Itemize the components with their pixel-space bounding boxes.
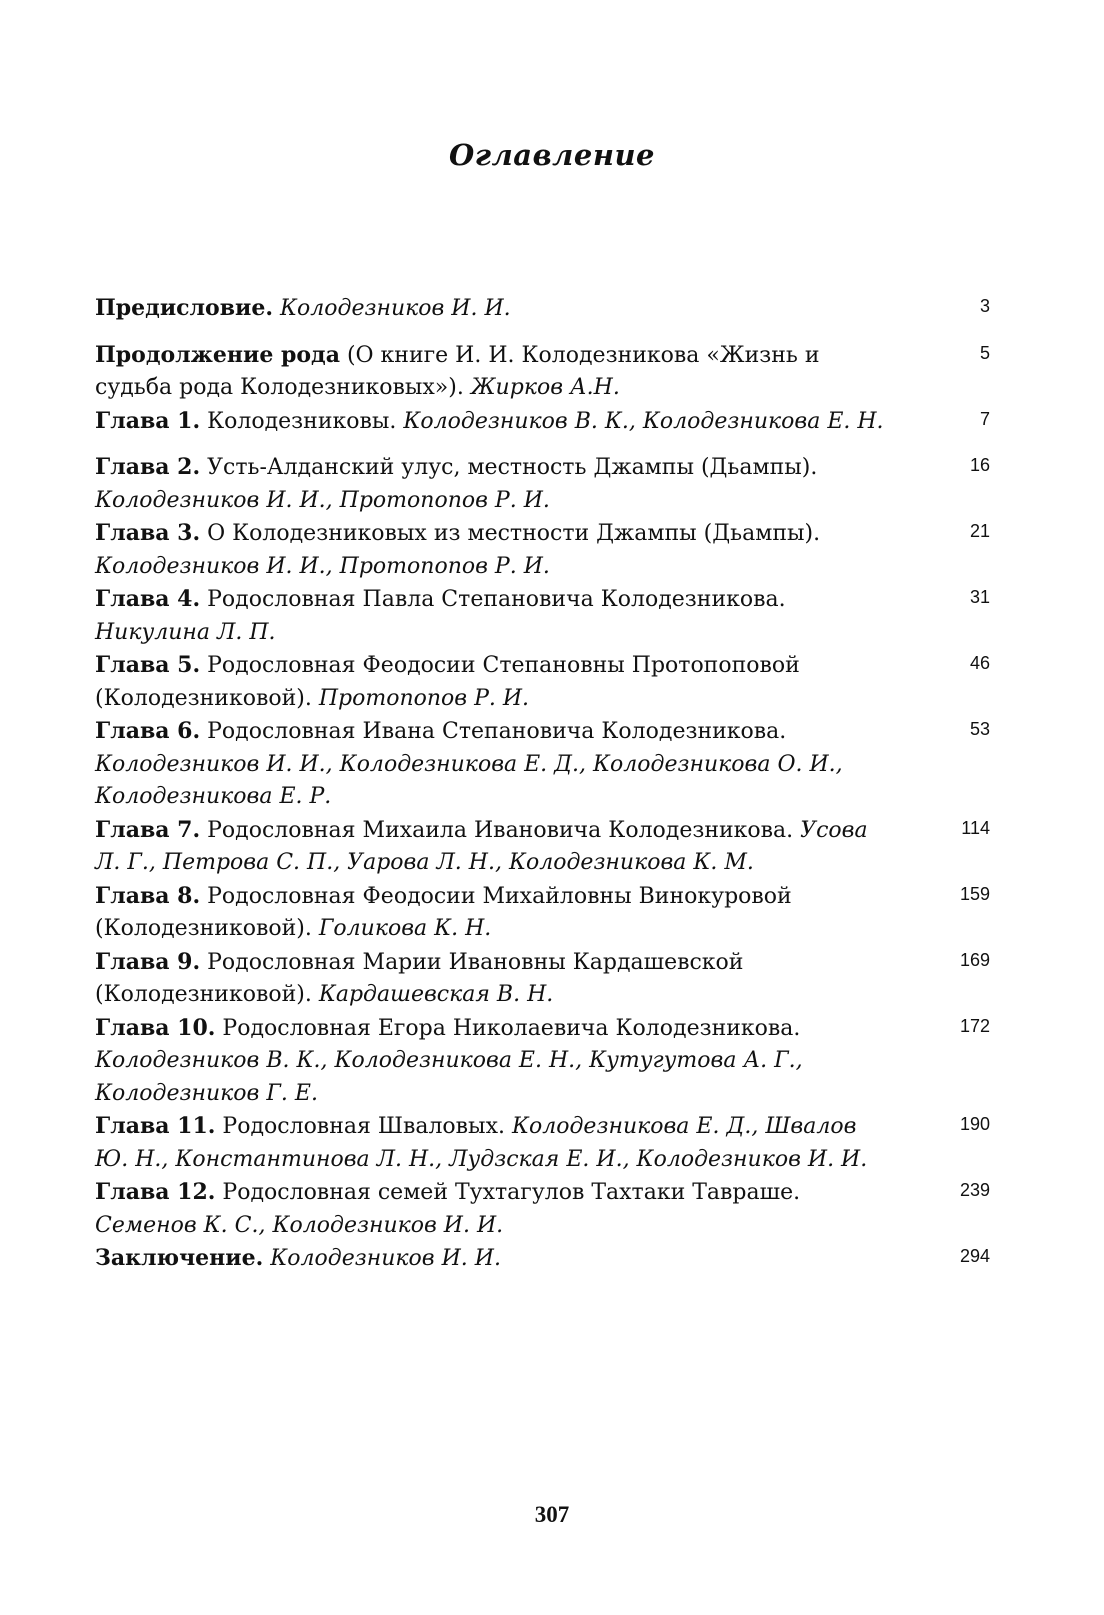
toc-entry-page: 3 bbox=[979, 296, 990, 316]
toc-entry-text bbox=[95, 1012, 895, 1111]
toc-entry-text bbox=[95, 1242, 895, 1276]
toc-entry-label: Предисловие. bbox=[95, 295, 273, 321]
toc-entry-label: Глава 5. bbox=[95, 652, 201, 678]
toc-entry-title: Родословная Шваловых. bbox=[215, 1114, 512, 1139]
page-number: 307 bbox=[534, 1502, 570, 1527]
toc-entry-text bbox=[95, 292, 895, 326]
toc-entry-label: Глава 8. bbox=[95, 882, 201, 909]
toc-entry-continuation bbox=[95, 339, 990, 405]
toc-entry-label: Глава 6. bbox=[95, 718, 201, 744]
toc-entry-authors: Протопопов Р. И. bbox=[318, 685, 530, 711]
toc-entry-title: Родословная Феодосии Степановны Протопоповой (Колодезниковой). bbox=[95, 653, 800, 711]
toc-entry-text bbox=[95, 946, 895, 1012]
toc-entry-text bbox=[95, 583, 895, 649]
toc-entry-text bbox=[95, 814, 895, 880]
toc-entry-text bbox=[95, 405, 895, 439]
toc-entry-chapter-9 bbox=[95, 946, 990, 1012]
toc-entry-title: Усть-Алданский улус, местность Джампы (Дьампы). bbox=[200, 455, 818, 480]
toc-entry-label: Глава 7. bbox=[95, 816, 201, 843]
toc-entry-title: Родословная Марии Ивановны Кардашевской (Колодезниковой). bbox=[95, 949, 744, 1007]
toc-entry-chapter-11 bbox=[95, 1110, 990, 1176]
toc-entry-title: Родословная Павла Степановича Колодезникова. bbox=[200, 587, 786, 612]
toc-entry-title: Родословная Феодосии Михайловны Винокуровой (Колодезниковой). bbox=[95, 883, 792, 941]
page-title: Оглавление bbox=[449, 138, 655, 172]
toc-entry-chapter-7 bbox=[95, 814, 990, 880]
toc-entry-title: О Колодезниковых из местности Джампы (Дьампы). bbox=[200, 521, 821, 546]
toc-entry-label: Глава 1. bbox=[95, 407, 201, 434]
toc-entry-label: Глава 11. bbox=[95, 1113, 216, 1139]
toc-entry-chapter-12 bbox=[95, 1176, 990, 1242]
toc-entry-chapter-1 bbox=[95, 405, 990, 439]
toc-entry-authors: Колодезников В. К., Колодезникова Е. Н. bbox=[403, 408, 884, 434]
toc-entry-page: 21 bbox=[969, 521, 990, 541]
toc-entry-authors: Голикова К. Н. bbox=[318, 916, 492, 941]
toc-entry-page: 239 bbox=[959, 1180, 990, 1200]
toc-entry-chapter-8 bbox=[95, 880, 990, 946]
toc-entry-text bbox=[95, 649, 895, 715]
toc-entry-authors: Колодезников В. К., Колодезникова Е. Н., Кутугутова А. Г., Колодезников Г. Е. bbox=[95, 1048, 803, 1106]
toc-entry-page: 294 bbox=[959, 1246, 990, 1266]
toc-entry-text bbox=[95, 451, 895, 517]
toc-entry-authors: Кардашевская В. Н. bbox=[318, 982, 554, 1007]
toc-entry-authors: Колодезников И. И., Колодезникова Е. Д., Колодезникова О. И., Колодезникова Е. Р. bbox=[95, 751, 843, 809]
toc-entry-page: 159 bbox=[959, 883, 990, 904]
toc-entry-label: Заключение. bbox=[95, 1245, 264, 1271]
toc-entry-chapter-2 bbox=[95, 451, 990, 517]
toc-entry-page: 7 bbox=[979, 408, 990, 429]
toc-entry-conclusion bbox=[95, 1242, 990, 1276]
toc-entry-authors: Колодезников И. И., Протопопов Р. И. bbox=[95, 553, 550, 579]
toc-entry-page: 31 bbox=[969, 587, 990, 607]
toc-entry-authors: Усова Л. Г., Петрова С. П., Уарова Л. Н., Колодезникова К. М. bbox=[95, 817, 868, 875]
toc-entry-page: 16 bbox=[969, 455, 990, 475]
table-of-contents bbox=[95, 292, 990, 1276]
toc-entry-text bbox=[95, 339, 845, 405]
toc-entry-page: 190 bbox=[959, 1114, 990, 1134]
toc-entry-label: Глава 12. bbox=[95, 1179, 216, 1205]
toc-entry-page: 5 bbox=[979, 342, 990, 363]
toc-entry-label: Глава 10. bbox=[95, 1014, 216, 1041]
toc-entry-authors: Колодезников И. И. bbox=[279, 296, 511, 321]
toc-entry-authors: Семенов К. С., Колодезников И. И. bbox=[95, 1212, 504, 1238]
toc-entry-chapter-10 bbox=[95, 1012, 990, 1111]
toc-entry-title: Родословная Егора Николаевича Колодезникова. bbox=[215, 1015, 801, 1041]
toc-entry-title: Родословная семей Тухтагулов Тахтаки Тавраше. bbox=[215, 1180, 801, 1205]
toc-entry-title: (О книге И. И. Колодезникова «Жизнь и судьба рода Колодезниковых»). bbox=[95, 342, 820, 400]
toc-entry-label: Глава 2. bbox=[95, 454, 201, 480]
toc-entry-chapter-5 bbox=[95, 649, 990, 715]
toc-entry-text bbox=[95, 880, 895, 946]
toc-entry-text bbox=[95, 1176, 895, 1242]
toc-entry-text bbox=[95, 517, 895, 583]
toc-entry-authors: Колодезников И. И., Протопопов Р. И. bbox=[95, 487, 550, 513]
toc-entry-title: Колодезниковы. bbox=[200, 408, 404, 434]
toc-entry-page: 53 bbox=[969, 719, 990, 739]
toc-entry-authors: Колодезников И. И. bbox=[270, 1246, 501, 1271]
toc-entry-label: Глава 3. bbox=[95, 520, 201, 546]
toc-entry-page: 46 bbox=[969, 653, 990, 673]
toc-entry-chapter-4 bbox=[95, 583, 990, 649]
toc-entry-label: Продолжение рода bbox=[95, 341, 340, 368]
toc-entry-title: Родословная Михаила Ивановича Колодезникова. bbox=[200, 817, 801, 843]
toc-entry-text bbox=[95, 1110, 895, 1176]
toc-entry-label: Глава 4. bbox=[95, 586, 201, 612]
toc-entry-chapter-3 bbox=[95, 517, 990, 583]
toc-entry-page: 169 bbox=[959, 949, 990, 970]
toc-entry-chapter-6 bbox=[95, 715, 990, 814]
toc-entry-preface bbox=[95, 292, 990, 326]
toc-entry-text bbox=[95, 715, 895, 814]
toc-entry-authors: Колодезникова Е. Д., Швалов Ю. Н., Константинова Л. Н., Лудзская Е. И., Колодезников И. И. bbox=[95, 1114, 868, 1172]
toc-entry-title: Родословная Ивана Степановича Колодезникова. bbox=[200, 719, 787, 744]
toc-entry-label: Глава 9. bbox=[95, 948, 201, 975]
toc-entry-authors: Жирков А.Н. bbox=[470, 375, 620, 400]
toc-entry-authors: Никулина Л. П. bbox=[95, 619, 276, 645]
toc-entry-page: 172 bbox=[959, 1015, 990, 1036]
toc-entry-page: 114 bbox=[961, 817, 990, 838]
